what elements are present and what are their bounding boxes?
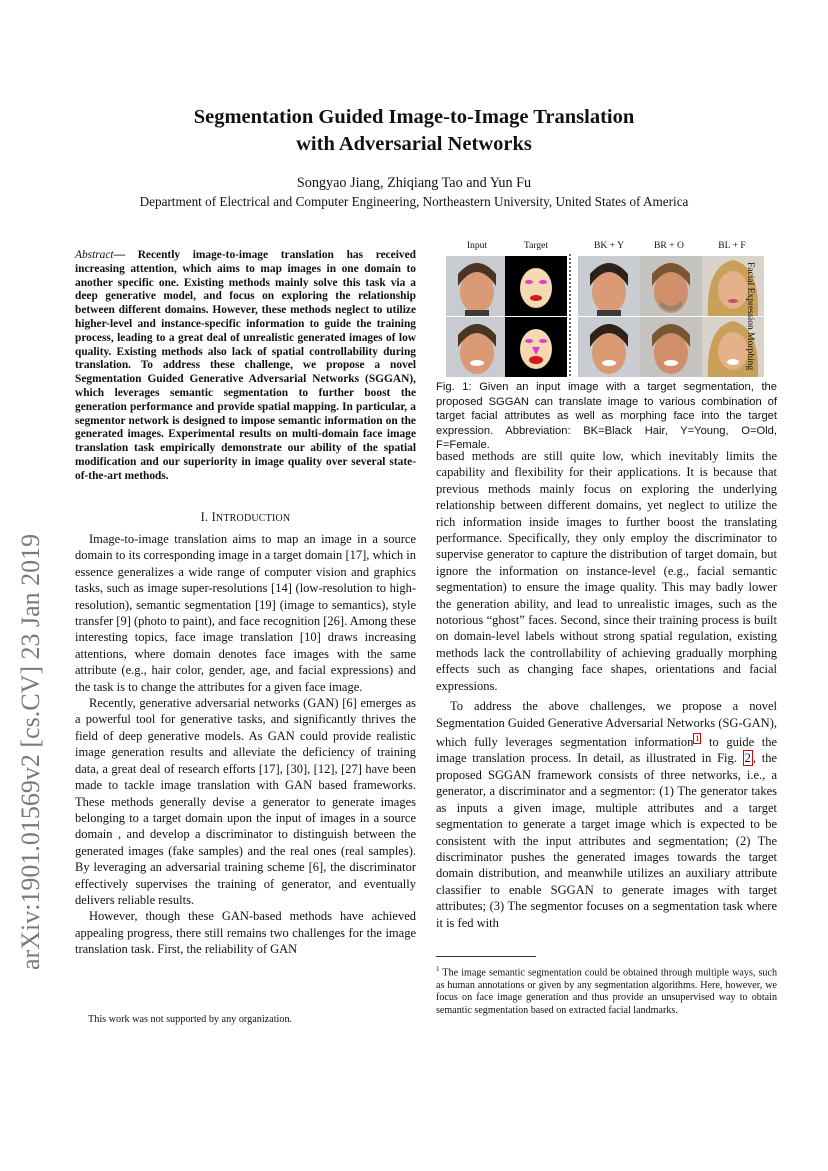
figure-1-caption: Fig. 1: Given an input image with a target segmentation, the proposed SGGAN can translate image to various combination of target facial attributes as well as morphing face into the target expression. Abbreviation: BK=Black Hair, Y=Young, O=Old, F=Female. (436, 381, 777, 452)
figure-separator (569, 254, 571, 376)
intro-text (75, 531, 416, 958)
affiliation: Department of Electrical and Computer Engineering, Northeastern University, United States of America (139, 194, 689, 209)
right-paragraph-2-part-a: To address the above challenges, we propose a novel Segmentation Guided Generative Adversarial Networks (SG-GAN), which fully leverages segmentation information (436, 699, 777, 750)
face-image-brown-hair-old (640, 317, 702, 377)
figure-side-label: Facial Expression Morphing (745, 262, 755, 371)
right-paragraph-1: based methods are still quite low, which inevitably limits the capability and flexibility for their applications. It is because that previous methods mainly focus on exploring the underlying relationship between different domains, yet neglect to utilize the rich information inside images to further boost the translating performance. Specifically, they only employ the discriminator to supervise generator to capture the distribution of target domain, but ignore the information on instance-level (e.g., facial semantic segmentation) to ensure the image quality. This may badly lower the generation ability, and lead to unrealistic images, such as the notorious “ghost” faces. Second, since their training process is built on domain-level labels without strong spatial regulation, existing methods lack the controllability of achieving gradually morphing effects such as changing face shapes, orientations and facial expressions. (436, 449, 777, 693)
segmentation-footnote (436, 963, 777, 1017)
target-segmentation-image (505, 256, 567, 316)
footnote-rule (436, 956, 536, 957)
figure-label-bl-f: BL + F (718, 240, 746, 251)
figure-label-br-o: BR + O (654, 240, 684, 251)
right-paragraph-2 (436, 698, 777, 931)
figure-1 (446, 240, 768, 376)
section-title-first: I (211, 510, 216, 524)
face-image-brown-hair-old (640, 256, 702, 316)
figure-label-input: Input (466, 240, 488, 251)
title-line-2: with Adversarial Networks (296, 133, 532, 155)
face-image-input (446, 317, 508, 377)
abstract (75, 249, 416, 484)
face-image-black-hair-young (578, 256, 640, 316)
intro-paragraph: Recently, generative adversarial networks (GAN) [6] emerges as a powerful tool for generative tasks, and significantly thrives the field of deep generative models. As GAN could provide realistic image generation results and alleviate the deficiency of training data, a great deal of research efforts [17], [30], [12], [27] have been made to tackle image translation with GAN based frameworks. These methods generally devise a generator to generate images belonging to a target domain upon the input of images in a source domain , and develop a discriminator to distinguish between the generated images (fake samples) and the real ones (real samples). By leveraging an adversarial training scheme [6], the discriminator effectively supervises the training of generator, and eventually delivers reliable results. (75, 696, 416, 907)
abstract-body: — Recently image-to-image translation has received increasing attention, which aims to map images in one domain to another specific one. Existing methods mainly solve this task via a deep generative model, and focus on exploring the relationship between different domains. However, these methods neglect to utilize higher-level and instance-specific information to guide the training process, leading to a great deal of unrealistic generated images of low quality. Existing methods also lack of spatial controllability during translation. To address these challenge, we propose a novel Segmentation Guided Generative Adversarial Networks (SGGAN), which leverages semantic segmentation to further boost the generation performance and provide spatial mapping. In particular, a segmentor network is designed to impose semantic information on the generated images. Experimental results on multi-domain face image translation task empirically demonstrate our ability of the spatial modification and our superiority in image quality over several state-of-the-art methods. (75, 249, 416, 482)
footnote-marker-link[interactable]: 1 (695, 733, 700, 743)
title-line-1: Segmentation Guided Image-to-Image Translation (193, 106, 635, 128)
right-column-text (436, 448, 777, 931)
footnote-text: The image semantic segmentation could be obtained through multiple ways, such as human annotations or given by any segmentation algorithms. Here, however, we focus on face image generation and thus provide an unsupervised way to obtain semantic segmentation based on extracted facial landmarks. (436, 967, 777, 1016)
figure-2-link[interactable]: 2 (744, 751, 751, 766)
arxiv-side-stamp: arXiv:1901.01569v2 [cs.CV] 23 Jan 2019 (16, 533, 45, 970)
intro-paragraph: However, though these GAN-based methods have achieved appealing progress, there still remains two challenges for the image translation task. First, the reliability of GAN (75, 909, 416, 957)
abstract-lead: Abstract (75, 249, 114, 261)
right-paragraph-2-part-c: , the proposed SGGAN framework consists of three networks, i.e., a generator, a discriminator and a segmentor: (1) The generator takes as inputs a given image, multiple attributes and a target segmentation to generate a target image which is expected to be consistent with the input attributes and segmentation; (2) The discriminator pushes the generated images towards the target domain distribution, and meanwhile utilizes an auxiliary attribute classifier to enable SGGAN to generate images with target attributes; (3) The segmentor focuses on a segmentation task where it is fed with (436, 751, 777, 930)
authors: Songyao Jiang, Zhiqiang Tao and Yun Fu (296, 175, 532, 191)
figure-label-target: Target (523, 240, 549, 251)
figure-label-bk-y: BK + Y (593, 240, 625, 251)
section-title-rest: NTRODUCTION (215, 513, 291, 524)
paper-title (0, 104, 828, 158)
face-image-black-hair-young (578, 317, 640, 377)
section-heading-introduction (75, 510, 416, 525)
funding-footnote: This work was not supported by any organization. (88, 1014, 293, 1025)
intro-paragraph: Image-to-image translation aims to map an image in a source domain to its corresponding image in a target domain [17], which in essence generalizes a wide range of computer vision and graphics tasks, such as image super-resolutions [14] (low-resolution to high-resolution), semantic segmentation [19] (image to semantics), style transfer [9] (photo to paint), and face recognition [26]. Among these interesting topics, face image translation [10] draws increasing attentions, where domain denotes face images with the same attribute (e.g., hair color, gender, age, and facial expressions) and the task is to change the attributes for a given face image. (75, 532, 416, 694)
face-image-input (446, 256, 508, 316)
section-number: I. (200, 510, 209, 524)
target-segmentation-image (505, 317, 567, 377)
footnote-number: 1 (436, 965, 440, 973)
right-paragraph-2-part-b: to guide the image translation process. In detail, as illustrated in Fig. (436, 735, 778, 766)
